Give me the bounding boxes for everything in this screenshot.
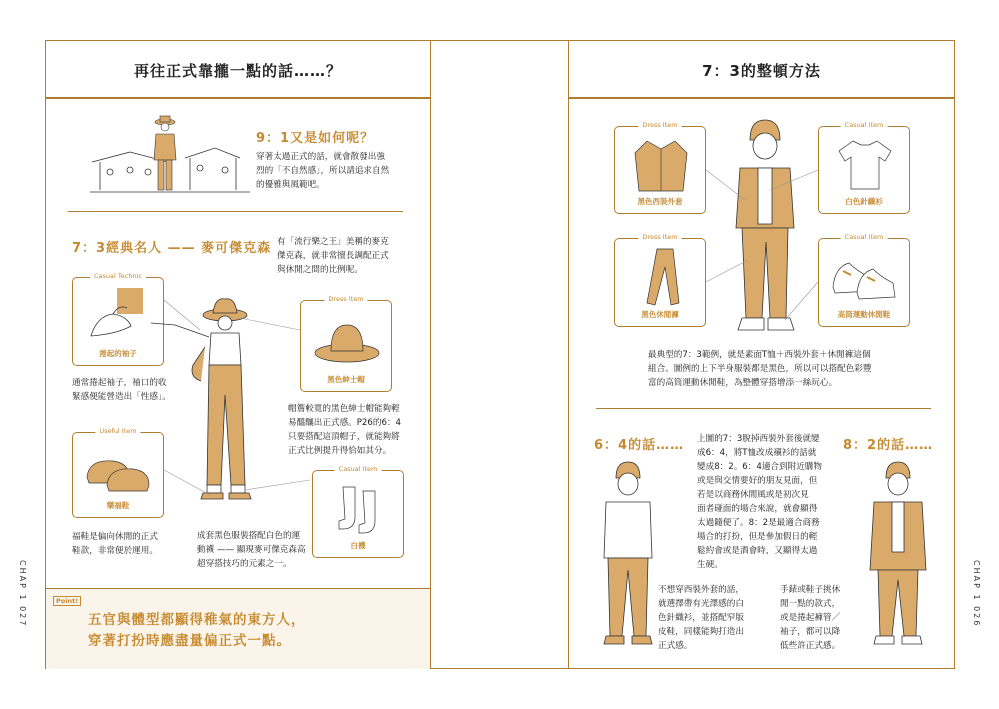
right-side-label: CHAP 1 026 bbox=[972, 560, 981, 628]
section1-text: 穿著太過正式的話，就會散發出強 烈的「不自然感」，所以請追求自然 的優雅與風範吧。 bbox=[256, 152, 390, 190]
card-loafers: Useful Item 樂福鞋 bbox=[72, 432, 164, 518]
heading-8-2: 8：2的話…… bbox=[843, 438, 934, 453]
note-hat: 帽簷較寬的黑色紳士帽能夠輕 易醞釀出正式感。P26的6：4 只要搭配這頂帽子，就能夠將 正式比例提升得恰如其分。 bbox=[288, 404, 401, 456]
card-white-socks: Casual Item 白襪 bbox=[312, 470, 404, 558]
section2-heading: 7：3經典名人 —— 麥可傑克森 bbox=[72, 241, 272, 256]
point-text: 五官與體型都顯得稚氣的東方人， 穿著打扮時應盡量偏正式一點。 bbox=[88, 612, 306, 649]
note-socks: 成套黑色服裝搭配白色的運 動襪 —— 顯現麥可傑克森高 超穿搭技巧的元素之一。 bbox=[197, 531, 306, 569]
right-divider bbox=[596, 408, 931, 409]
section2-intro: 有「流行樂之王」美稱的麥克 傑克森，就非常擅長調配正式 與休閒之間的比例呢。 bbox=[277, 237, 389, 275]
left-side-label: CHAP 1 027 bbox=[18, 560, 27, 628]
right-page-title: 7：3的整頓方法 bbox=[702, 62, 821, 80]
note-8-2: 手錶或鞋子挑休 閒一點的款式， 或是捲起褲管／ 袖子，都可以降 低些許正式感。 bbox=[780, 585, 841, 651]
left-page-title: 再往正式靠攏一點的話……？ bbox=[133, 62, 342, 80]
card-rolled-sleeve: Casual Technic 捲起的袖子 bbox=[72, 277, 164, 366]
figure-6-4 bbox=[598, 460, 658, 650]
summary-text: 最典型的7：3範例，就是素面T恤＋西裝外套＋休閒褲這個 組合。圖例的上下半身服裝都是黑色，所以可以搭配色彩豐 富的高筒運動休閒鞋，為整體穿搭增添一絲玩心。 bbox=[648, 350, 872, 388]
figure-8-2 bbox=[868, 460, 928, 650]
card-white-knit: Casual Item 白色針織衫 bbox=[818, 126, 910, 214]
note-6-4: 不想穿西裝外套的話， 就選擇帶有光澤感的白 色針織衫，並搭配窄版 皮鞋，同樣能夠打造出 正式感。 bbox=[658, 585, 744, 651]
section1-heading: 9：1又是如何呢？ bbox=[256, 131, 375, 146]
card-black-slacks: Dress Item 黑色休閒褲 bbox=[614, 238, 706, 327]
point-tag: Point! bbox=[53, 596, 81, 606]
note-loafer: 福鞋是偏向休閒的正式 鞋款，非常便於運用。 bbox=[72, 532, 158, 556]
card-black-blazer: Dress Item 黑色西裝外套 bbox=[614, 126, 706, 214]
card-high-top-sneakers: Casual Item 高筒運動休閒鞋 bbox=[818, 238, 910, 327]
card-black-hat: Dress Item 黑色紳士帽 bbox=[300, 300, 392, 392]
note-sleeve: 通常捲起袖子，袖口的收 緊感便能營造出「性感」。 bbox=[72, 378, 171, 402]
heading-6-4: 6：4的話…… bbox=[594, 438, 685, 453]
middle-text: 上圖的7：3脫掉西裝外套後就變 成6：4，將T恤改成襯衫的話就 變成8：2。6：4適合到附近購物 或是與交情要好的朋友見面，但 若是以商務休閒風或是初次見 面者碰面的場合來說，就會顯得 太過隨便了。8：2是最適合商務 場合的打扮，但是參加假日的輕 鬆約會或是酒會時，又顯得太過 生硬。 bbox=[697, 434, 822, 570]
